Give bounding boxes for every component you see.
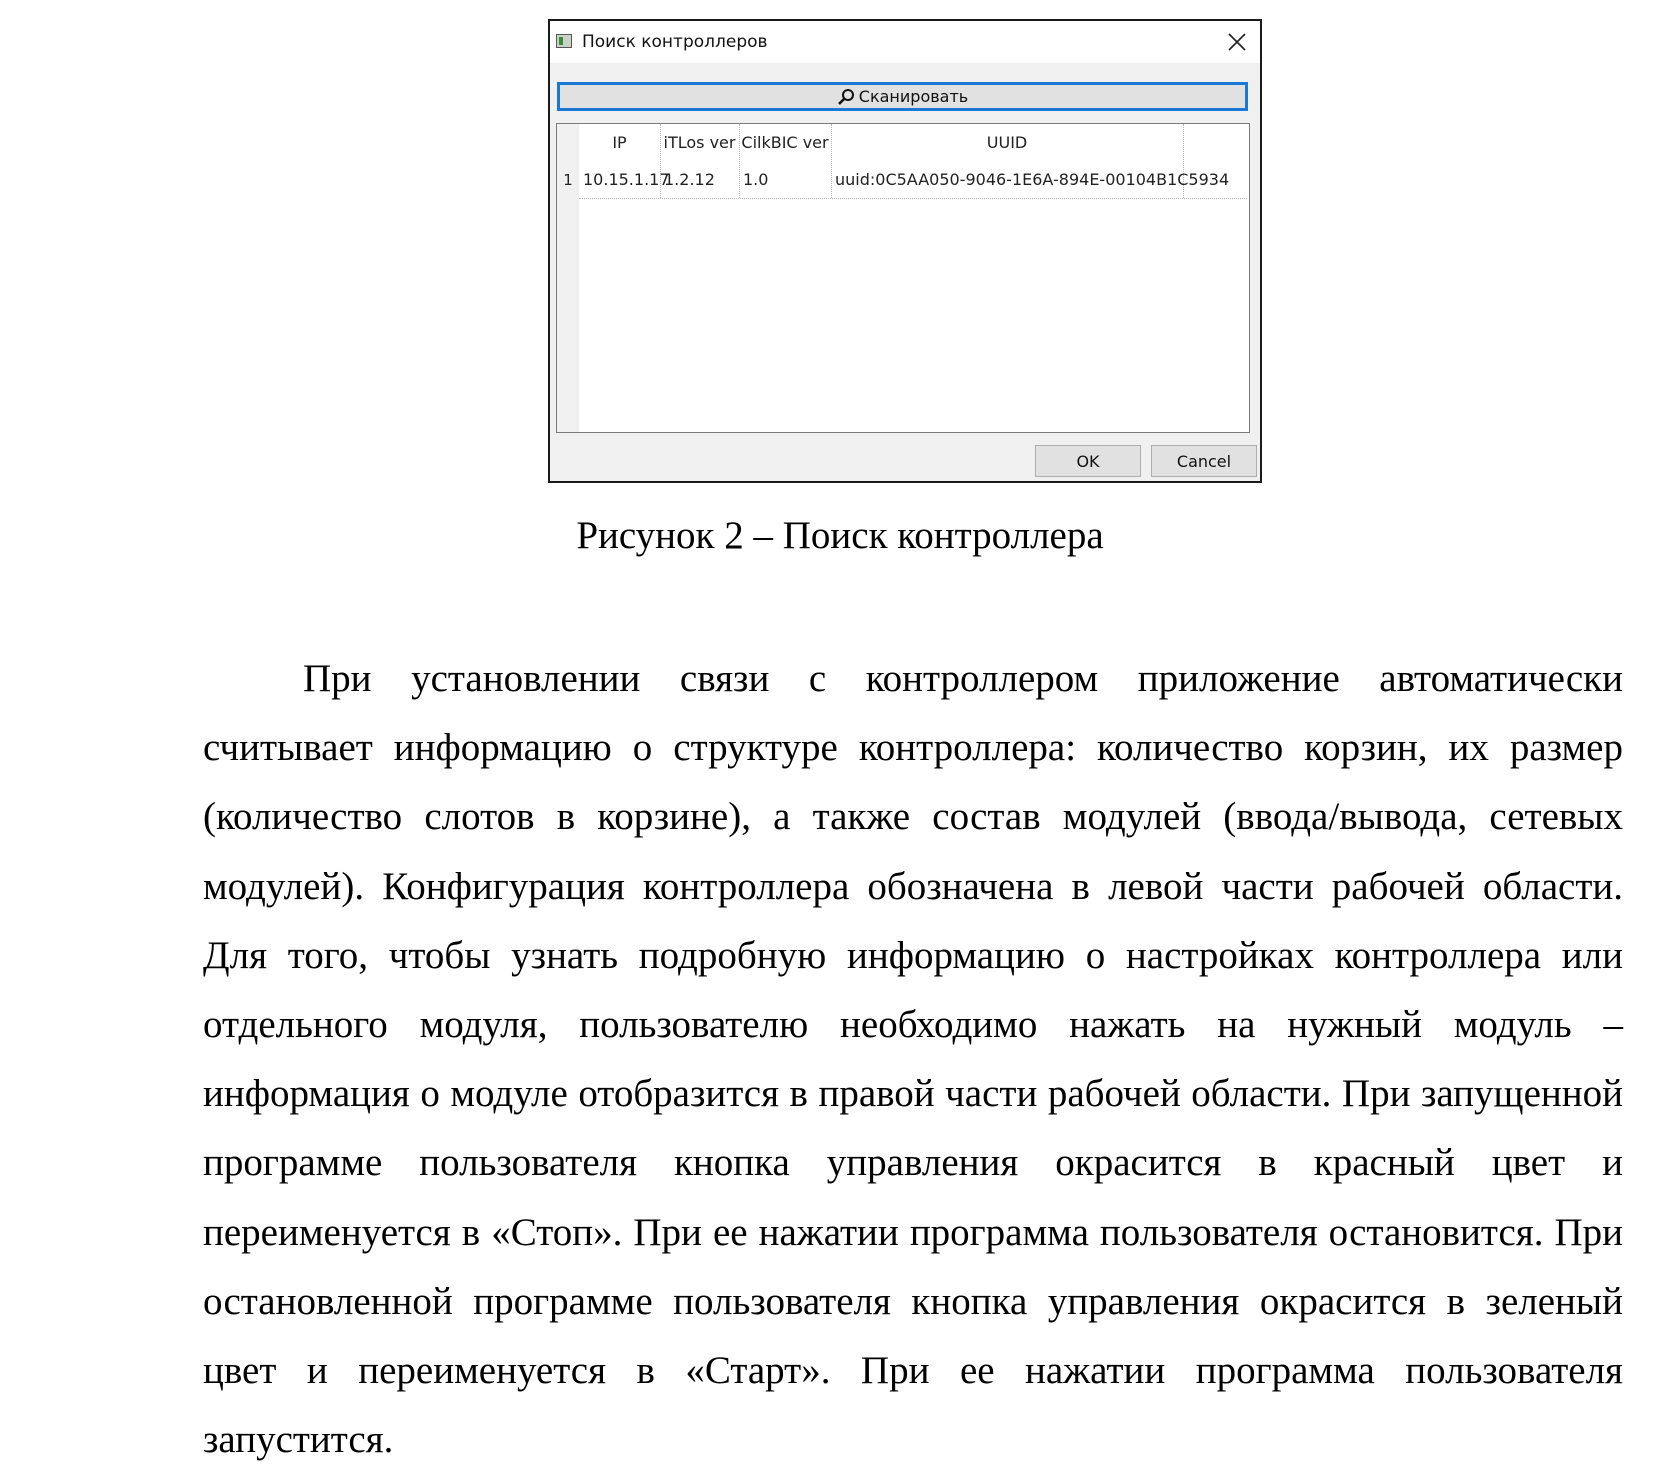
cell-itlos-ver[interactable]: 1.2.12: [664, 170, 715, 189]
dialog-title: Поиск контроллеров: [582, 32, 768, 52]
body-paragraph: При установлении связи с контроллером приложение автоматически считывает информацию о структуре контроллера: количество корзин, их размер (количество слотов в корзине), а также состав модулей (ввода/вывода, сетевых модулей). Конфигурация контроллера обозначена в левой части рабочей области. Для того, чтобы узнать подробную информацию о настройках контроллера или отдельного модуля, пользователю необходимо нажать на нужный модуль – информация о модуле отобразится в правой части рабочей области. При запущенной программе пользователя кнопка управления окрасится в красный цвет и переименуется в «Стоп». При ее нажатии программа пользователя остановится. При остановленной программе пользователя кнопка управления окрасится в зеленый цвет и переименуется в «Старт». При ее нажатии программа пользователя запустится.: [203, 657, 1623, 1462]
row-number[interactable]: 1: [563, 171, 573, 189]
close-icon: [1228, 33, 1246, 51]
ok-button[interactable]: OK: [1035, 445, 1141, 477]
row-divider: [579, 198, 1247, 199]
scan-button-label: Сканировать: [858, 87, 969, 106]
cell-ip[interactable]: 10.15.1.17: [583, 170, 670, 189]
column-header-itlos-ver[interactable]: iTLos ver: [663, 133, 736, 152]
column-header-cilkbic-ver[interactable]: CilkBIC ver: [741, 133, 829, 152]
dialog-titlebar: [550, 21, 1260, 63]
column-header-uuid[interactable]: UUID: [986, 133, 1028, 152]
cancel-button[interactable]: Cancel: [1151, 445, 1257, 477]
search-icon: [837, 88, 855, 106]
controller-search-dialog: [548, 19, 1262, 483]
app-icon: [556, 34, 572, 48]
scan-button[interactable]: [557, 82, 1248, 111]
close-button[interactable]: [1220, 25, 1254, 59]
figure-caption: Рисунок 2 – Поиск контроллера: [576, 514, 1104, 557]
cell-cilkbic-ver[interactable]: 1.0: [743, 170, 769, 189]
controllers-table: [556, 123, 1250, 433]
cell-uuid[interactable]: uuid:0C5AA050-9046-1E6A-894E-00104B1C5934: [835, 170, 1230, 189]
column-header-ip[interactable]: IP: [612, 133, 627, 152]
